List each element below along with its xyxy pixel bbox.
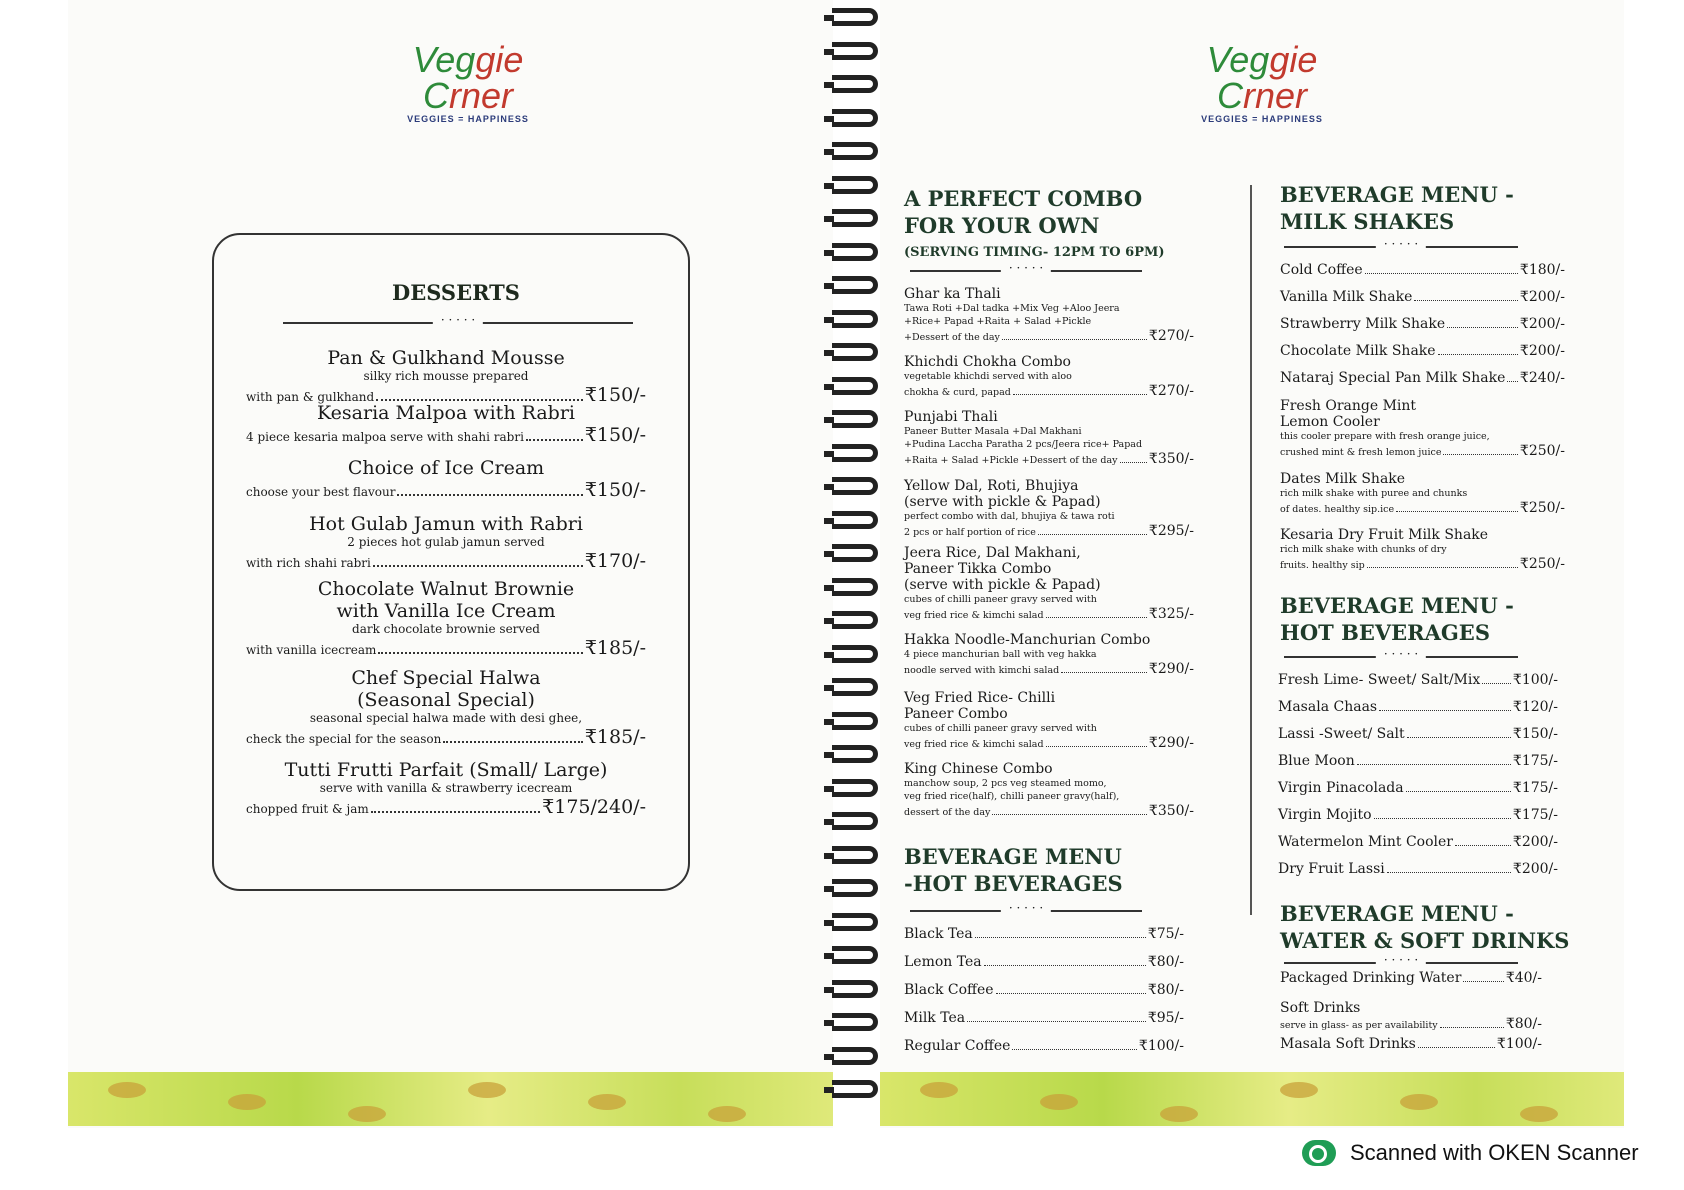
beverage-item	[1278, 780, 1558, 796]
combo-name: Yellow Dal, Roti, Bhujiya (serve with pickle & Papad)	[904, 478, 1101, 510]
price-line	[246, 726, 646, 748]
hot-beverages-left-divider	[910, 910, 1142, 912]
decorative-strip-left	[68, 1072, 833, 1126]
item-note: check the special for the season	[246, 732, 442, 746]
water-divider	[1284, 962, 1518, 964]
spiral-ring	[832, 779, 878, 797]
strip-pattern	[1400, 1094, 1438, 1110]
item-name: Nataraj Special Pan Milk Shake	[1280, 370, 1506, 386]
spiral-ring	[832, 176, 878, 194]
item-price: ₹75/-	[1147, 926, 1184, 942]
spiral-ring	[832, 109, 878, 127]
dot-leader	[1463, 981, 1503, 982]
dessert-item	[246, 347, 646, 406]
dessert-item	[246, 759, 646, 818]
drink-price: ₹40/-	[1505, 970, 1542, 986]
price-line	[1280, 1036, 1542, 1052]
logo-text-rner: rner	[1242, 75, 1308, 116]
milk-shake-description: rich milk shake with chunks of dry	[1280, 544, 1447, 555]
price-line	[904, 523, 1194, 539]
strip-pattern	[228, 1094, 266, 1110]
spiral-ring	[832, 209, 878, 227]
hot-beverages-right-heading	[1280, 592, 1514, 646]
dot-leader	[1038, 534, 1147, 535]
milk-shake-description: this cooler prepare with fresh orange juice,	[1280, 431, 1490, 442]
dot-leader	[1443, 454, 1517, 455]
dot-leader	[967, 1021, 1146, 1022]
combo-name: Hakka Noodle-Manchurian Combo	[904, 632, 1151, 648]
beverage-item	[1278, 699, 1558, 715]
hot-beverage-item	[904, 1010, 1184, 1026]
item-name: Chocolate Milk Shake	[1280, 343, 1436, 359]
price-line	[904, 383, 1194, 399]
combo-item	[904, 478, 1194, 539]
spiral-ring	[832, 712, 878, 730]
item-note: fruits. healthy sip	[1280, 560, 1365, 571]
dot-leader	[1438, 354, 1518, 355]
item-price: ₹175/-	[1512, 780, 1558, 796]
item-note: veg fried rice & kimchi salad	[904, 739, 1044, 750]
hot-beverages-left-title-line1: BEVERAGE MENU	[904, 844, 1122, 869]
milk-shake-item	[1280, 316, 1565, 332]
dessert-description: silky rich mousse prepared	[363, 369, 529, 383]
milk-shake-description: rich milk shake with puree and chunks	[1280, 488, 1468, 499]
strip-pattern	[108, 1082, 146, 1098]
milk-shakes-title-line1: BEVERAGE MENU -	[1280, 182, 1514, 207]
spiral-ring	[832, 578, 878, 596]
item-price: ₹200/-	[1519, 316, 1565, 332]
combo-description: cubes of chilli paneer gravy served with	[904, 594, 1097, 605]
desserts-heading: DESSERTS	[392, 280, 520, 305]
item-price: ₹150/-	[584, 479, 646, 501]
dot-leader	[1357, 764, 1511, 765]
item-note: chopped fruit & jam	[246, 802, 369, 816]
item-price: ₹80/-	[1147, 982, 1184, 998]
item-price: ₹325/-	[1148, 606, 1194, 622]
hot-beverages-right-divider	[1284, 656, 1518, 658]
spiral-ring	[832, 444, 878, 462]
dot-leader	[975, 937, 1146, 938]
logo-text-veg: Veg	[412, 39, 476, 80]
price-line	[246, 479, 646, 501]
dessert-name: Tutti Frutti Parfait (Small/ Large)	[284, 759, 608, 781]
water-title-line2: WATER & SOFT DRINKS	[1280, 928, 1570, 953]
dot-leader	[1406, 791, 1511, 792]
logo-text-c: C	[422, 75, 449, 116]
milk-shake-item	[1280, 262, 1565, 278]
price-line	[1280, 970, 1542, 986]
price-line	[246, 637, 646, 659]
logo-text-gie: gie	[475, 39, 524, 80]
dot-leader	[371, 811, 540, 813]
column-separator	[1250, 185, 1252, 915]
item-price: ₹175/-	[1512, 753, 1558, 769]
spiral-ring	[832, 913, 878, 931]
spiral-ring	[832, 477, 878, 495]
price-line	[1280, 500, 1565, 516]
dessert-item	[246, 457, 646, 501]
water-title-line1: BEVERAGE MENU -	[1280, 901, 1514, 926]
dot-leader	[376, 399, 583, 401]
water-soft-drink-item	[1280, 970, 1542, 986]
dessert-description: serve with vanilla & strawberry icecream	[319, 781, 573, 795]
dot-leader	[1418, 1047, 1495, 1048]
item-name: Vanilla Milk Shake	[1280, 289, 1413, 305]
spiral-ring	[832, 310, 878, 328]
dessert-name: Chef Special Halwa (Seasonal Special)	[351, 667, 541, 711]
item-price: ₹175/240/-	[542, 796, 646, 818]
spiral-ring	[832, 846, 878, 864]
combo-item	[904, 354, 1194, 399]
spiral-ring	[832, 1047, 878, 1065]
dot-leader	[1414, 300, 1518, 301]
spiral-ring	[832, 8, 878, 26]
spiral-ring	[832, 745, 878, 763]
combo-description: perfect combo with dal, bhujiya & tawa roti	[904, 511, 1115, 522]
beverage-item	[1278, 807, 1558, 823]
spiral-ring	[832, 511, 878, 529]
strip-pattern	[1160, 1106, 1198, 1122]
dot-leader	[984, 965, 1146, 966]
price-line	[1280, 443, 1565, 459]
drink-price: ₹80/-	[1505, 1016, 1542, 1032]
hot-beverages-left-heading	[904, 843, 1123, 897]
item-price: ₹185/-	[584, 637, 646, 659]
item-note: with pan & gulkhand	[246, 390, 375, 404]
spiral-ring	[832, 678, 878, 696]
item-note: noodle served with kimchi salad	[904, 665, 1060, 676]
item-price: ₹200/-	[1519, 343, 1565, 359]
item-price: ₹120/-	[1512, 699, 1558, 715]
spiral-ring	[832, 980, 878, 998]
item-price: ₹100/-	[1138, 1038, 1184, 1054]
decorative-strip-right	[880, 1072, 1624, 1126]
item-name: Strawberry Milk Shake	[1280, 316, 1446, 332]
combo-name: Ghar ka Thali	[904, 286, 1001, 302]
spiral-ring	[832, 879, 878, 897]
item-price: ₹80/-	[1147, 954, 1184, 970]
beverage-item	[1278, 861, 1558, 877]
drink-price: ₹100/-	[1496, 1036, 1542, 1052]
spiral-ring	[832, 377, 878, 395]
item-price: ₹175/-	[1512, 807, 1558, 823]
dot-leader	[1455, 845, 1511, 846]
dot-leader	[1447, 327, 1518, 328]
price-line	[904, 451, 1194, 467]
price-line	[904, 606, 1194, 622]
hot-beverage-item	[904, 954, 1184, 970]
dessert-item	[246, 667, 646, 748]
combo-name: Veg Fried Rice- Chilli Paneer Combo	[904, 690, 1056, 722]
strip-pattern	[920, 1082, 958, 1098]
milk-shake-name: Kesaria Dry Fruit Milk Shake	[1280, 527, 1489, 543]
price-line	[246, 424, 646, 446]
item-price: ₹250/-	[1519, 500, 1565, 516]
strip-pattern	[708, 1106, 746, 1122]
combo-name: Punjabi Thali	[904, 409, 998, 425]
dot-leader	[1061, 672, 1147, 673]
item-price: ₹95/-	[1147, 1010, 1184, 1026]
combo-title-line2: FOR YOUR OWN	[904, 213, 1100, 238]
combo-heading	[904, 185, 1165, 266]
dot-leader	[1507, 381, 1518, 382]
dessert-name: Choice of Ice Cream	[347, 457, 545, 479]
item-note: 2 pcs or half portion of rice	[904, 527, 1036, 538]
price-line	[904, 661, 1194, 677]
beverage-item	[1278, 834, 1558, 850]
hot-beverage-item	[904, 926, 1184, 942]
item-price: ₹200/-	[1512, 834, 1558, 850]
combo-description: vegetable khichdi served with aloo	[904, 371, 1072, 382]
veggie-corner-logo-left	[378, 39, 558, 124]
item-name: Fresh Lime- Sweet/ Salt/Mix	[1278, 672, 1481, 688]
logo-tagline: VEGGIES = HAPPINESS	[407, 114, 529, 124]
item-note: veg fried rice & kimchi salad	[904, 610, 1044, 621]
combo-timing: (SERVING TIMING- 12PM TO 6PM)	[904, 245, 1165, 260]
hot-beverages-left-title-line2: -HOT BEVERAGES	[904, 871, 1123, 896]
hot-beverages-right-title-line1: BEVERAGE MENU -	[1280, 593, 1514, 618]
scanner-watermark	[1302, 1140, 1639, 1166]
item-name: Dry Fruit Lassi	[1278, 861, 1385, 877]
item-price: ₹250/-	[1519, 443, 1565, 459]
logo-text-gie: gie	[1269, 39, 1318, 80]
dessert-item	[246, 402, 646, 446]
price-line	[904, 735, 1194, 751]
dot-leader	[1367, 567, 1518, 568]
item-note: +Raita + Salad +Pickle +Dessert of the day	[904, 455, 1118, 466]
logo-text-c: C	[1216, 75, 1243, 116]
dot-leader	[1002, 339, 1147, 340]
milk-shake-detailed-item	[1280, 527, 1565, 572]
item-note: chokha & curd, papad	[904, 387, 1011, 398]
item-name: Blue Moon	[1278, 753, 1355, 769]
logo-text-veg: Veg	[1206, 39, 1270, 80]
milk-shake-item	[1280, 370, 1565, 386]
milk-shake-name: Fresh Orange Mint Lemon Cooler	[1280, 398, 1417, 430]
price-line	[904, 803, 1194, 819]
hot-beverage-item	[904, 1038, 1184, 1054]
dot-leader	[378, 652, 582, 654]
dessert-item	[246, 513, 646, 572]
drink-name: Soft Drinks	[1280, 1000, 1361, 1016]
milk-shake-item	[1280, 343, 1565, 359]
spiral-ring	[832, 812, 878, 830]
combo-item	[904, 690, 1194, 751]
dot-leader	[397, 494, 582, 496]
spiral-ring	[832, 343, 878, 361]
item-price: ₹290/-	[1148, 661, 1194, 677]
item-price: ₹200/-	[1519, 289, 1565, 305]
item-note: crushed mint & fresh lemon juice	[1280, 447, 1442, 458]
strip-pattern	[348, 1106, 386, 1122]
spiral-ring	[832, 243, 878, 261]
milk-shake-item	[1280, 289, 1565, 305]
item-note: 4 piece kesaria malpoa serve with shahi rabri	[246, 430, 524, 444]
combo-item	[904, 409, 1194, 467]
item-name: Lemon Tea	[904, 954, 982, 970]
combo-description: manchow soup, 2 pcs veg steamed momo, veg fried rice(half), chilli paneer gravy(half),	[904, 778, 1120, 802]
dot-leader	[1046, 617, 1147, 618]
strip-pattern	[1520, 1106, 1558, 1122]
item-note: with vanilla icecream	[246, 643, 377, 657]
combo-description: cubes of chilli paneer gravy served with	[904, 723, 1097, 734]
dessert-name: Pan & Gulkhand Mousse	[327, 347, 565, 369]
logo-tagline: VEGGIES = HAPPINESS	[1201, 114, 1323, 124]
item-name: Virgin Pinacolada	[1278, 780, 1404, 796]
item-price: ₹200/-	[1512, 861, 1558, 877]
dot-leader	[1120, 462, 1147, 463]
item-note: choose your best flavour	[246, 485, 396, 499]
milk-shake-name: Dates Milk Shake	[1280, 471, 1406, 487]
water-soft-drink-item	[1280, 1036, 1542, 1052]
spiral-binding	[832, 0, 882, 1128]
spiral-ring	[832, 1080, 878, 1098]
beverage-item	[1278, 672, 1558, 688]
veggie-corner-logo-right	[1172, 39, 1352, 124]
item-price: ₹150/-	[584, 424, 646, 446]
milk-shake-detailed-item	[1280, 398, 1565, 459]
dot-leader	[1396, 511, 1518, 512]
strip-pattern	[1040, 1094, 1078, 1110]
desserts-divider	[283, 322, 633, 324]
dessert-description: dark chocolate brownie served	[352, 622, 540, 636]
item-price: ₹350/-	[1148, 451, 1194, 467]
item-name: Lassi -Sweet/ Salt	[1278, 726, 1405, 742]
item-price: ₹295/-	[1148, 523, 1194, 539]
spiral-ring	[832, 645, 878, 663]
dot-leader	[1365, 273, 1518, 274]
drink-description: serve in glass- as per availability	[1280, 1020, 1438, 1031]
item-note: dessert of the day	[904, 807, 991, 818]
item-name: Regular Coffee	[904, 1038, 1011, 1054]
strip-pattern	[1280, 1082, 1318, 1098]
dessert-name: Chocolate Walnut Brownie with Vanilla Ice Cream	[317, 578, 575, 622]
milk-shakes-divider	[1284, 246, 1518, 248]
dot-leader	[1046, 746, 1147, 747]
water-soft-drink-item	[1280, 1000, 1542, 1032]
logo-text-rner: rner	[448, 75, 514, 116]
strip-pattern	[588, 1094, 626, 1110]
dot-leader	[1387, 872, 1511, 873]
item-name: Watermelon Mint Cooler	[1278, 834, 1453, 850]
dessert-description: 2 pieces hot gulab jamun served	[347, 535, 545, 549]
dot-leader	[1440, 1027, 1504, 1028]
item-name: Masala Chaas	[1278, 699, 1378, 715]
beverage-item	[1278, 753, 1558, 769]
drink-name: Packaged Drinking Water	[1280, 970, 1462, 986]
drink-name: Masala Soft Drinks	[1280, 1036, 1416, 1052]
combo-title-line1: A PERFECT COMBO	[904, 186, 1143, 211]
combo-item	[904, 632, 1194, 677]
combo-name: Khichdi Chokha Combo	[904, 354, 1071, 370]
water-soft-drinks-heading	[1280, 900, 1569, 954]
item-price: ₹290/-	[1148, 735, 1194, 751]
combo-divider	[910, 270, 1142, 272]
item-price: ₹185/-	[584, 726, 646, 748]
milk-shakes-heading	[1280, 181, 1514, 235]
hot-beverage-item	[904, 982, 1184, 998]
item-name: Black Coffee	[904, 982, 994, 998]
item-note: with rich shahi rabri	[246, 556, 371, 570]
dot-leader	[1379, 710, 1511, 711]
dot-leader	[1407, 737, 1511, 738]
spiral-ring	[832, 1013, 878, 1031]
item-name: Virgin Mojito	[1278, 807, 1372, 823]
dot-leader	[992, 814, 1147, 815]
hot-beverages-right-title-line2: HOT BEVERAGES	[1280, 620, 1490, 645]
price-line	[246, 550, 646, 572]
item-name: Milk Tea	[904, 1010, 966, 1026]
dot-leader	[443, 741, 582, 743]
dot-leader	[1012, 1049, 1136, 1050]
combo-description: Paneer Butter Masala +Dal Makhani +Pudina Laccha Paratha 2 pcs/Jeera rice+ Papad	[904, 426, 1143, 450]
item-price: ₹250/-	[1519, 556, 1565, 572]
combo-item	[904, 286, 1194, 344]
dessert-name: Kesaria Malpoa with Rabri	[316, 402, 575, 424]
price-line	[246, 796, 646, 818]
spiral-ring	[832, 410, 878, 428]
item-price: ₹180/-	[1519, 262, 1565, 278]
dot-leader	[526, 439, 583, 441]
dot-leader	[373, 565, 583, 567]
price-line	[904, 328, 1194, 344]
item-note: of dates. healthy sip.ice	[1280, 504, 1395, 515]
item-price: ₹100/-	[1512, 672, 1558, 688]
scanner-label: Scanned with OKEN Scanner	[1350, 1140, 1639, 1165]
dessert-description: seasonal special halwa made with desi ghee,	[309, 711, 583, 725]
combo-item	[904, 545, 1194, 622]
dessert-name: Hot Gulab Jamun with Rabri	[309, 513, 583, 535]
spiral-ring	[832, 544, 878, 562]
item-price: ₹170/-	[584, 550, 646, 572]
beverage-item	[1278, 726, 1558, 742]
item-price: ₹150/-	[584, 384, 646, 406]
combo-description: 4 piece manchurian ball with veg hakka	[904, 649, 1097, 660]
spiral-ring	[832, 276, 878, 294]
price-line	[1280, 556, 1565, 572]
combo-item	[904, 761, 1194, 819]
item-note: +Dessert of the day	[904, 332, 1000, 343]
item-price: ₹150/-	[1512, 726, 1558, 742]
dessert-item	[246, 578, 646, 659]
spiral-ring	[832, 611, 878, 629]
spiral-ring	[832, 75, 878, 93]
item-name: Cold Coffee	[1280, 262, 1363, 278]
dot-leader	[996, 993, 1146, 994]
combo-name: Jeera Rice, Dal Makhani, Paneer Tikka Combo (serve with pickle & Papad)	[904, 545, 1101, 593]
oken-scanner-icon	[1302, 1140, 1336, 1166]
item-price: ₹350/-	[1148, 803, 1194, 819]
milk-shakes-title-line2: MILK SHAKES	[1280, 209, 1455, 234]
item-price: ₹240/-	[1519, 370, 1565, 386]
price-line	[1280, 1016, 1542, 1032]
dot-leader	[1374, 818, 1511, 819]
milk-shake-detailed-item	[1280, 471, 1565, 516]
spiral-ring	[832, 42, 878, 60]
strip-pattern	[468, 1082, 506, 1098]
dot-leader	[1013, 394, 1147, 395]
dot-leader	[1482, 683, 1511, 684]
spiral-ring	[832, 142, 878, 160]
combo-description: Tawa Roti +Dal tadka +Mix Veg +Aloo Jeera +Rice+ Papad +Raita + Salad +Pickle	[904, 303, 1120, 327]
item-price: ₹270/-	[1148, 328, 1194, 344]
combo-name: King Chinese Combo	[904, 761, 1053, 777]
item-price: ₹270/-	[1148, 383, 1194, 399]
item-name: Black Tea	[904, 926, 973, 942]
spiral-ring	[832, 946, 878, 964]
